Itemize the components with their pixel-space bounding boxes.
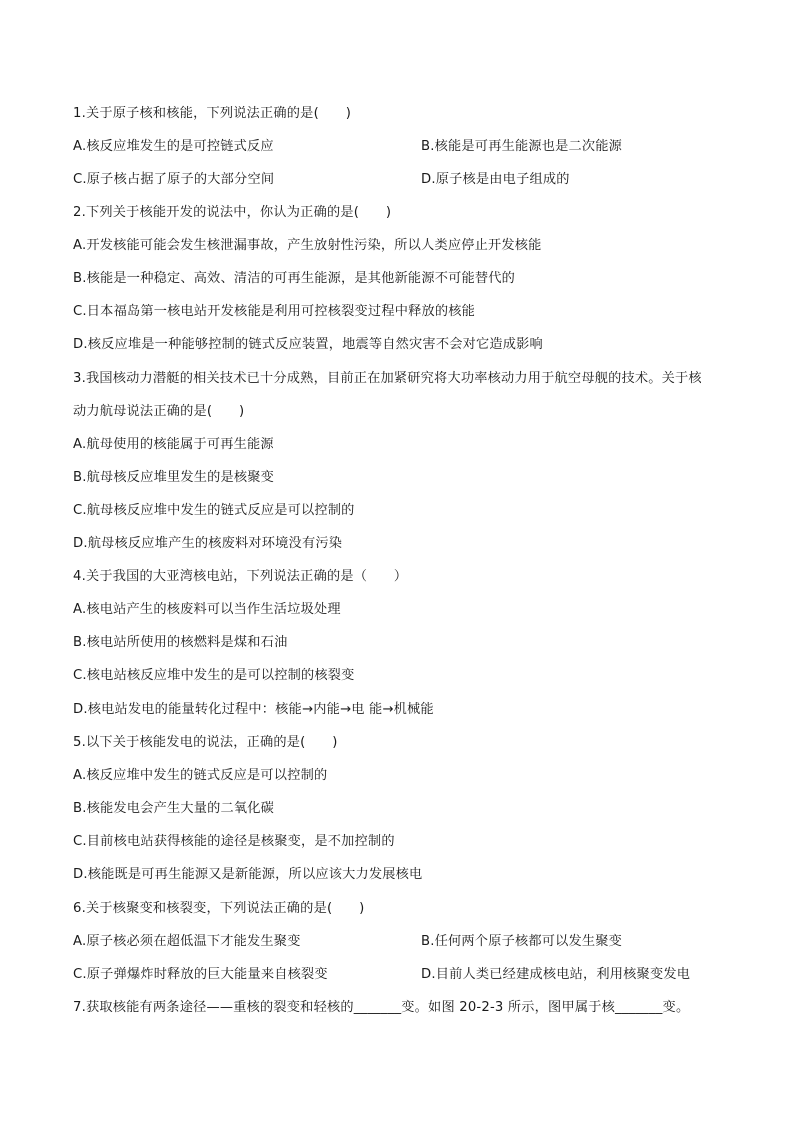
question-6-options-row-2 <box>73 966 691 984</box>
question-3-option-d: D.航母核反应堆产生的核废料对环境没有污染 <box>73 536 343 551</box>
question-1-stem: 1.关于原子核和核能，下列说法正确的是( ) <box>73 106 352 121</box>
question-4-stem: 4.关于我国的大亚湾核电站，下列说法正确的是（ ） <box>73 569 408 584</box>
question-4-option-a: A.核电站产生的核废料可以当作生活垃圾处理 <box>73 602 341 617</box>
question-5-option-b: B.核能发电会产生大量的二氧化碳 <box>73 801 275 816</box>
question-1-option-a: A.核反应堆发生的是可控链式反应 <box>73 139 274 154</box>
question-2-stem: 2.下列关于核能开发的说法中，你认为正确的是( ) <box>73 205 392 220</box>
question-6-option-a: A.原子核必须在超低温下才能发生聚变 <box>73 934 301 949</box>
question-3-option-c: C.航母核反应堆中发生的链式反应是可以控制的 <box>73 503 355 518</box>
question-6-option-b: B.任何两个原子核都可以发生聚变 <box>421 934 623 949</box>
question-7-stem: 7.获取核能有两条途径——重核的裂变和轻核的_______变。如图 20-2-3 所示，图甲属于核_______变。 <box>73 1000 690 1015</box>
question-1-options-row-2 <box>73 171 570 189</box>
question-3-stem-line-2: 动力航母说法正确的是( ) <box>73 404 245 419</box>
question-2-option-d: D.核反应堆是一种能够控制的链式反应装置，地震等自然灾害不会对它造成影响 <box>73 337 543 352</box>
question-1-option-b: B.核能是可再生能源也是二次能源 <box>421 139 623 154</box>
question-6-option-c: C.原子弹爆炸时释放的巨大能量来自核裂变 <box>73 967 328 982</box>
question-3-option-a: A.航母使用的核能属于可再生能源 <box>73 437 274 452</box>
question-5-stem: 5.以下关于核能发电的说法，正确的是( ) <box>73 735 338 750</box>
question-4-option-b: B.核电站所使用的核燃料是煤和石油 <box>73 635 288 650</box>
question-6-options-row-1 <box>73 933 623 951</box>
question-4-option-d: D.核电站发电的能量转化过程中：核能→内能→电 能→机械能 <box>73 702 434 717</box>
question-5-option-d: D.核能既是可再生能源又是新能源，所以应该大力发展核电 <box>73 867 423 882</box>
question-3-option-b: B.航母核反应堆里发生的是核聚变 <box>73 470 275 485</box>
question-1-option-c: C.原子核占据了原子的大部分空间 <box>73 172 275 187</box>
question-1-options-row-1 <box>73 138 623 156</box>
question-2-option-a: A.开发核能可能会发生核泄漏事故，产生放射性污染，所以人类应停止开发核能 <box>73 238 542 253</box>
question-6-stem: 6.关于核聚变和核裂变，下列说法正确的是( ) <box>73 901 365 916</box>
question-2-option-b: B.核能是一种稳定、高效、清洁的可再生能源，是其他新能源不可能替代的 <box>73 271 516 286</box>
question-3-stem-line-1: 3.我国核动力潜艇的相关技术已十分成熟，目前正在加紧研究将大功率核动力用于航空母舰的技术。关于核 <box>73 371 702 386</box>
question-2-option-c: C.日本福岛第一核电站开发核能是利用可控核裂变过程中释放的核能 <box>73 304 476 319</box>
question-5-option-a: A.核反应堆中发生的链式反应是可以控制的 <box>73 768 328 783</box>
question-5-option-c: C.目前核电站获得核能的途径是核聚变，是不加控制的 <box>73 834 395 849</box>
question-6-option-d: D.目前人类已经建成核电站，利用核聚变发电 <box>421 967 691 982</box>
question-4-option-c: C.核电站核反应堆中发生的是可以控制的核裂变 <box>73 668 355 683</box>
question-1-option-d: D.原子核是由电子组成的 <box>421 172 570 187</box>
